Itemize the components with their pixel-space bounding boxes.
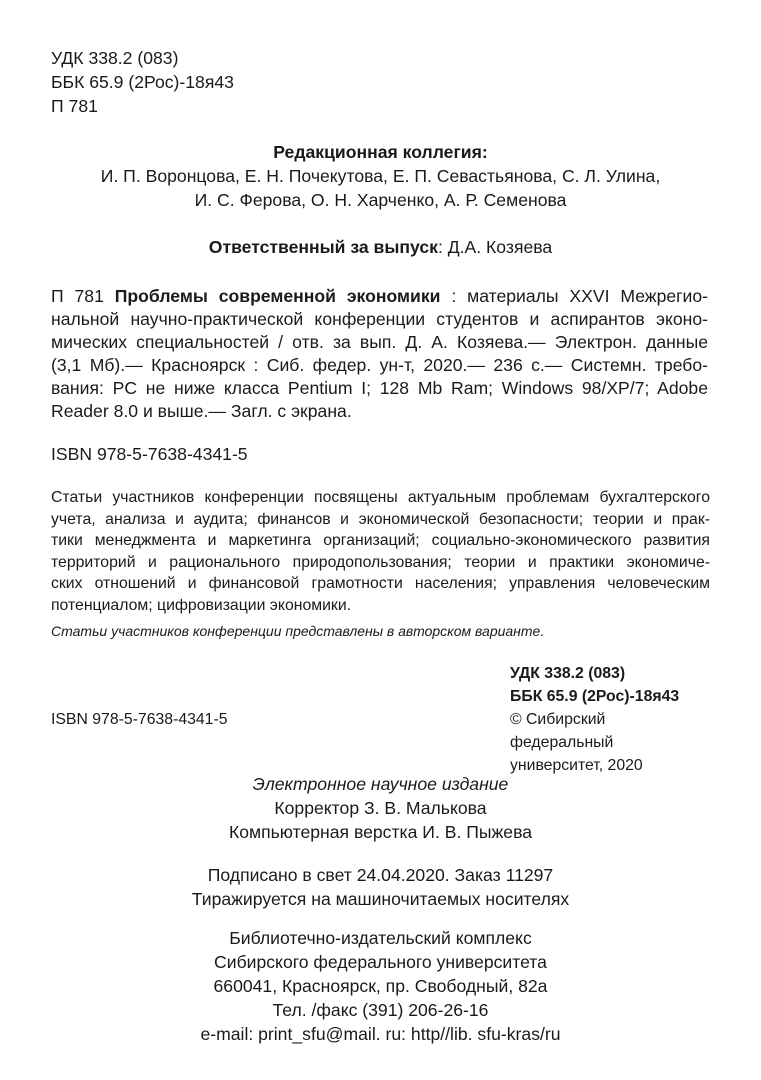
responsible-editor: [0, 236, 761, 259]
bib-line-5: вания: PC не ниже класса Pentium I; 128 Mb Ram; Windows 98/XP/7; Adobe: [51, 378, 708, 398]
responsible-value: : Д.А. Козяева: [437, 237, 553, 257]
footer-isbn: ISBN 978-5-7638-4341-5: [51, 711, 228, 728]
layout-designer: Компьютерная верстка И. В. Пыжева: [228, 822, 533, 842]
signed-date: Подписано в свет 24.04.2020. Заказ 11297: [207, 865, 554, 885]
author-sign: П 781: [51, 96, 98, 116]
bib-line-3: мических специальностей / отв. за вып. Д. А. Козяева.— Электрон. данные: [51, 332, 708, 352]
annotation-line-4: территорий и рационального природопользования; теории и практики экономиче-: [51, 553, 710, 571]
publisher-phone: Тел. /факс (391) 206-26-16: [272, 1000, 489, 1020]
publisher-address: 660041, Красноярск, пр. Свободный, 82а: [213, 976, 548, 996]
editorial-board-members-1: И. П. Воронцова, Е. Н. Почекутова, Е. П. Севастьянова, С. Л. Улина,: [100, 166, 661, 186]
circulation: Тиражируется на машиночитаемых носителях: [191, 889, 570, 909]
copyright-line-1: © Сибирский: [510, 711, 606, 728]
bib-line-6: Reader 8.0 и выше.— Загл. с экрана.: [51, 401, 352, 421]
author-variant-note: Статьи участников конференции представлены в авторском варианте.: [51, 623, 545, 639]
responsible-label: Ответственный за выпуск: [208, 237, 438, 257]
annotation-line-1: Статьи участников конференции посвящены актуальным проблемам бухгалтерского: [51, 489, 710, 506]
annotation-line-2: учета, анализа и аудита; финансов и экономической безопасности; теории и прак-: [51, 510, 710, 528]
udk-code: УДК 338.2 (083): [51, 48, 179, 68]
copyright-line-3: университет, 2020: [510, 757, 643, 774]
footer-bbk: ББК 65.9 (2Рос)-18я43: [510, 688, 680, 705]
annotation-line-5: ских отношений и финансовой грамотности населения; управления человеческим: [51, 575, 710, 592]
publisher-line-2: Сибирского федерального университета: [214, 952, 547, 972]
bib-line1-rest: : материалы XXVI Межрегио-: [440, 286, 709, 306]
annotation-line-6: потенциалом; цифровизации экономики.: [51, 596, 352, 614]
bbk-code: ББК 65.9 (2Рос)-18я43: [51, 72, 234, 92]
edition-type: Электронное научное издание: [252, 774, 509, 794]
annotation: [51, 487, 710, 616]
editorial-board-members-2: И. С. Ферова, О. Н. Харченко, А. Р. Семенова: [194, 190, 567, 210]
publisher-contacts: e-mail: print_sfu@mail. ru: http//lib. sfu-kras/ru: [200, 1024, 561, 1044]
isbn: ISBN 978-5-7638-4341-5: [51, 444, 248, 464]
editorial-board-title: Редакционная коллегия:: [273, 142, 488, 162]
bib-title: Проблемы современной экономики: [114, 286, 441, 306]
bib-line-2: нальной научно-практической конференции студентов и аспирантов эконо-: [51, 309, 708, 329]
bib-sign: П 781: [51, 286, 104, 306]
copyright-line-2: федеральный: [510, 734, 614, 751]
publisher-line-1: Библиотечно-издательский комплекс: [229, 928, 532, 948]
bib-line-4: (3,1 Мб).— Красноярск : Сиб. федер. ун-т, 2020.— 236 с.— Системн. требо-: [51, 355, 708, 375]
annotation-line-3: тики менеджмента и маркетинга организаций; социально-экономического развития: [51, 532, 710, 549]
footer-udk: УДК 338.2 (083): [510, 665, 626, 682]
bibliographic-record: [51, 285, 708, 423]
corrector: Корректор З. В. Малькова: [274, 798, 487, 818]
